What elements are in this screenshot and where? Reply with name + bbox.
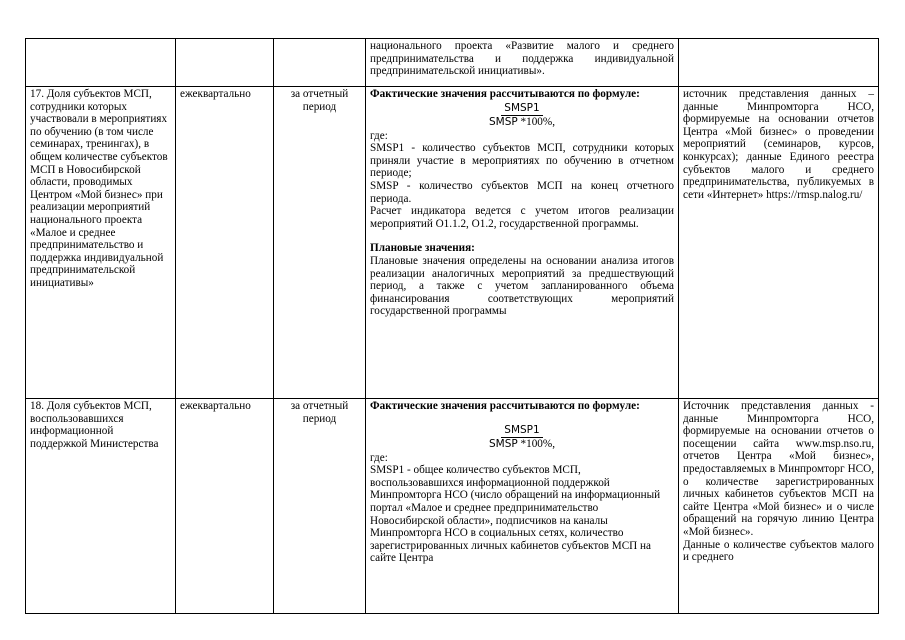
cell-source xyxy=(679,39,879,87)
where-label: где: xyxy=(370,451,388,464)
indicator-text: 18. Доля субъектов МСП, воспользовавшихся информационной поддержкой Министерства xyxy=(30,400,159,450)
calc-note: Расчет индикатора ведется с учетом итогов реализации мероприятий О1.1.2, О1.2, государственной программы. xyxy=(370,205,674,230)
fact-heading: Фактические значения рассчитываются по формуле: xyxy=(370,400,640,412)
frequency-text: ежеквартально xyxy=(180,400,251,412)
cell-method xyxy=(366,87,679,399)
formula xyxy=(370,102,674,129)
period-text: за отчетный период xyxy=(290,88,349,113)
definition-1: SMSP1 - общее количество субъектов МСП, воспользовавшихся информационной поддержкой Минпромторга НСО (число обращений на информационный портал «Малое и среднее предпринимательство Новосибирской области», подписчиков на каналы Минпромторга НСО в социальных сетях, количество зарегистрированных личных кабинетов субъектов МСП на сайте Центра xyxy=(370,464,661,565)
cell-indicator xyxy=(26,39,176,87)
formula-denominator: SMSP *100%, xyxy=(488,115,556,128)
frequency-text: ежеквартально xyxy=(180,88,251,100)
cell-method xyxy=(366,39,679,87)
table-row xyxy=(26,399,879,614)
formula-numerator: SMSP1 xyxy=(501,102,542,116)
cell-period xyxy=(274,87,366,399)
plan-heading: Плановые значения: xyxy=(370,242,475,255)
cell-source xyxy=(679,399,879,614)
table-row xyxy=(26,87,879,399)
source-text: Источник представления данных - данные Минпромторга НСО, формируемые на основании отчетов о посещении сайта www.msp.nso.ru, отчетов Центра «Мой бизнес», предоставляемых в Минпромторг НСО, о количестве зарегистрированных личных кабинетов субъектов МСП на сайте Центра «Мой бизнес» и о числе обращений на горячую линию Центра «Мой бизнес». xyxy=(683,400,874,538)
cell-frequency xyxy=(176,87,274,399)
where-label: где: xyxy=(370,129,388,142)
definition-2: SMSP - количество субъектов МСП на конец отчетного периода. xyxy=(370,179,674,205)
indicator-text: 17. Доля субъектов МСП, сотрудники которых участвовали в мероприятиях по обучению (в том числе семинарах, тренингах), в общем количестве субъектов МСП в Новосибирской области, проводимых Центром «Мой бизнес» при реализации мероприятий национального проекта «Малое и среднее предпринимательство и поддержка индивидуальной предпринимательской инициативы» xyxy=(30,88,168,289)
definition-1: SMSP1 - количество субъектов МСП, сотрудники которых приняли участие в мероприятиях по обучению в отчетном периоде; xyxy=(370,142,674,180)
cell-method xyxy=(366,399,679,614)
cell-indicator xyxy=(26,87,176,399)
period-text: за отчетный период xyxy=(290,400,349,425)
cell-period xyxy=(274,399,366,614)
cell-indicator xyxy=(26,399,176,614)
formula-denominator: SMSP *100%, xyxy=(488,437,556,450)
method-continuation: национального проекта «Развитие малого и среднего предпринимательства и поддержка индивидуальной предпринимательской инициативы». xyxy=(370,40,674,78)
source-text: источник представления данных – данные Минпромторга НСО, формируемые на основании отчетов Центра «Мой бизнес» о проведении мероприятий (семинаров, курсов, конкурсах); данные Единого реестра субъектов малого и среднего предпринимательства, публикуемых в сети «Интернет» https://rmsp.nalog.ru/ xyxy=(683,88,874,201)
cell-frequency xyxy=(176,399,274,614)
plan-text: Плановые значения определены на основании анализа итогов реализации аналогичных мероприятий за предшествующий период, а также с учетом запланированного объема финансирования соответствующих мероприятий государственной программы xyxy=(370,254,674,318)
cell-frequency xyxy=(176,39,274,87)
table-row xyxy=(26,39,879,87)
formula xyxy=(370,424,674,451)
source-text-2: Данные о количестве субъектов малого и среднего xyxy=(683,538,874,564)
formula-numerator: SMSP1 xyxy=(501,424,542,438)
cell-source xyxy=(679,87,879,399)
cell-period xyxy=(274,39,366,87)
fact-heading: Фактические значения рассчитываются по формуле: xyxy=(370,88,640,100)
indicators-table xyxy=(25,38,879,614)
